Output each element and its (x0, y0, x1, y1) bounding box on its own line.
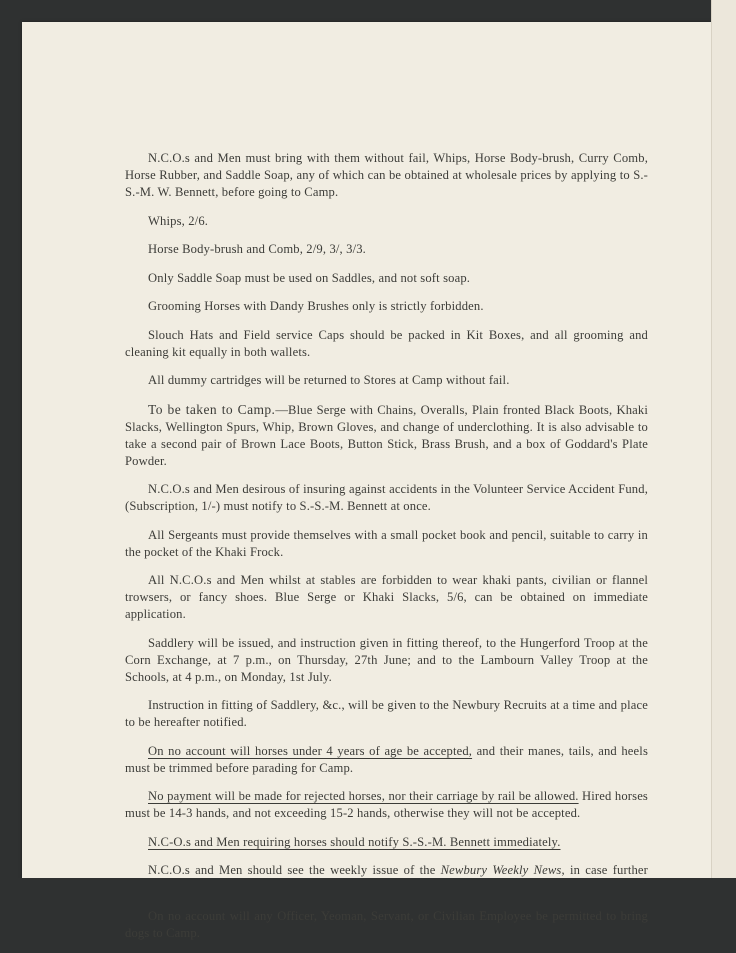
document-page (22, 22, 712, 940)
paragraph-no-dogs: On no account will any Officer, Yeoman, Servant, or Civilian Employee be permitted to bring dogs to Camp. (125, 908, 648, 940)
paragraph-stables-dress: All N.C.O.s and Men whilst at stables are forbidden to wear khaki pants, civilian or flannel trowsers, or fancy shoes. Blue Serge or Khaki Slacks, 5/6, can be obtained on immediate application. (125, 573, 648, 621)
newspaper-title: Newbury Weekly News (440, 863, 562, 877)
paragraph-accident-fund: N.C.O.s and Men desirous of insuring against accidents in the Volunteer Service Accident Fund, (Subscription, 1/-) must notify to S.-S.-M. Bennett at once. (125, 482, 648, 513)
paragraph-horse-age: On no account will horses under 4 years of age be accepted, and their manes, tails, and heels must be trimmed before parading for Camp. (125, 743, 648, 775)
paragraph-saddlery-issue: Saddlery will be issued, and instruction given in fitting thereof, to the Hungerford Troop at the Corn Exchange, at 7 p.m., on Thursday, 27th June; and to the Lambourn Valley Troop at the Schools, at 4 p.m., on Monday, 1st July. (125, 635, 648, 684)
paragraph-to-be-taken: To be taken to Camp.—Blue Serge with Chains, Overalls, Plain fronted Black Boots, Khaki Slacks, Wellington Spurs, Whip, Brown Gloves, and change of underclothing. It is also advisable to take a second pair of Brown Lace Boots, Button Stick, Brass Brush, and a box of Goddard's Plate Powder. (125, 401, 649, 468)
paragraph-dummy-cartridges: All dummy cartridges will be returned to Stores at Camp without fail. (148, 373, 510, 387)
paragraph-dandy-brushes: Grooming Horses with Dandy Brushes only is strictly forbidden. (148, 299, 484, 313)
underlined-notify-bennett: N.C-O.s and Men requiring horses should notify S.-S.-M. Bennett immediately. (148, 834, 561, 849)
document-body (125, 150, 648, 953)
paragraph-saddlery-instruction: Instruction in fitting of Saddlery, &c., will be given to the Newbury Recruits at a time and place to be hereafter notified. (125, 698, 648, 729)
paragraph-sergeants-pocket-book: All Sergeants must provide themselves with a small pocket book and pencil, suitable to carry in the pocket of the Khaki Frock. (125, 527, 648, 559)
paragraph-hats-packing: Slouch Hats and Field service Caps should be packed in Kit Boxes, and all grooming and cleaning kit equally in both wallets. (125, 327, 648, 359)
background-bottom-edge (0, 878, 736, 900)
paragraph-whips-price: Whips, 2/6. (148, 213, 209, 228)
paragraph-saddle-soap: Only Saddle Soap must be used on Saddles, and not soft soap. (148, 270, 471, 285)
paragraph-kit-required: N.C.O.s and Men must bring with them without fail, Whips, Horse Body-brush, Curry Comb, Horse Rubber, and Saddle Soap, any of which can be obtained at wholesale prices by applying to S.-S.-M. W. Bennett, before going to Camp. (125, 151, 648, 199)
paragraph-rejected-horses: No payment will be made for rejected horses, nor their carriage by rail be allowed. Hired horses must be 14-3 hands, and not exceeding 15-2 hands, otherwise they will not be accepted. (125, 789, 648, 820)
paragraph-weekly-news: N.C.O.s and Men should see the weekly issue of the Newbury Weekly News, in case further (148, 863, 649, 877)
underlined-horse-age: On no account will horses under 4 years of age be accepted, (148, 743, 473, 758)
paragraph-notify-bennett (125, 834, 648, 851)
underlined-no-payment: No payment will be made for rejected horses, nor their carriage by rail be allowed. (148, 789, 579, 803)
adjacent-page-edge (711, 0, 736, 880)
to-be-taken-heading: To be taken to Camp. (148, 401, 276, 417)
paragraph-brush-price: Horse Body-brush and Comb, 2/9, 3/, 3/3. (148, 242, 366, 256)
